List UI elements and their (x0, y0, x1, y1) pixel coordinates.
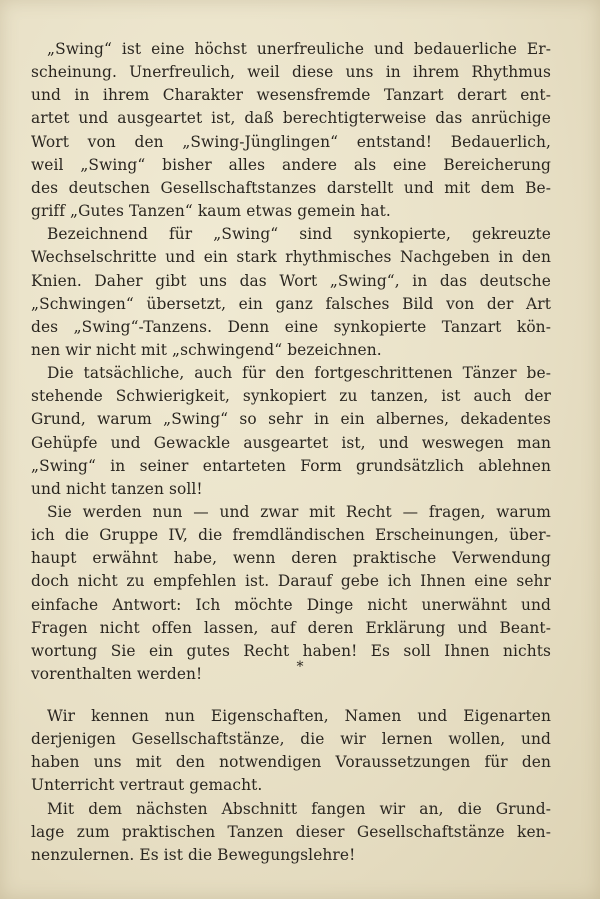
text-line: scheinung. Unerfreulich, weil diese uns in ihrem Rhythmus (31, 63, 551, 82)
text-line: nenzulernen. Es ist die Bewegungslehre! (31, 845, 356, 864)
text-line: Die tatsächliche, auch für den fortgeschrittenen Tänzer be- (47, 364, 551, 383)
text-line: Grund, warum „Swing“ so sehr in ein albernes, dekadentes (31, 410, 551, 429)
text-line: Mit dem nächsten Abschnitt fangen wir an, die Grund- (47, 799, 551, 818)
text-line: und in ihrem Charakter wesensfremde Tanzart derart ent- (31, 86, 551, 105)
text-line: artet und ausgeartet ist, daß berechtigterweise das anrüchige (31, 109, 551, 128)
text-line: vorenthalten werden! (31, 665, 203, 684)
text-line: haben uns mit den notwendigen Voraussetzungen für den (31, 753, 551, 772)
text-line: derjenigen Gesellschaftstänze, die wir lernen wollen, und (31, 730, 551, 749)
text-line: wortung Sie ein gutes Recht haben! Es soll Ihnen nichts (31, 641, 551, 660)
text-line: Sie werden nun — und zwar mit Recht — fragen, warum (47, 503, 551, 521)
section-separator: * (296, 659, 304, 675)
text-line: Wort von den „Swing-Jünglingen“ entstand! Bedauerlich, (31, 132, 551, 151)
text-line: Fragen nicht offen lassen, auf deren Erklärung und Beant- (31, 618, 551, 637)
text-line: und nicht tanzen soll! (31, 479, 203, 498)
text-line: griff „Gutes Tanzen“ kaum etwas gemein hat. (31, 202, 391, 221)
text-line: Unterricht vertraut gemacht. (31, 776, 263, 795)
text-line: „Swing“ in seiner entarteten Form grundsätzlich ablehnen (31, 456, 551, 475)
text-line: lage zum praktischen Tanzen dieser Gesellschaftstänze ken- (31, 822, 551, 841)
text-line: nen wir nicht mit „schwingend“ bezeichnen. (31, 340, 382, 359)
text-line: „Schwingen“ übersetzt, ein ganz falsches Bild von der Art (31, 294, 551, 313)
text-line: Wir kennen nun Eigenschaften, Namen und Eigenarten (47, 707, 551, 725)
text-line: weil „Swing“ bisher alles andere als eine Bereicherung (31, 155, 551, 174)
text-line: „Swing“ ist eine höchst unerfreuliche und bedauerliche Er- (47, 40, 551, 58)
text-line: des „Swing“-Tanzens. Denn eine synkopierte Tanzart kön- (31, 317, 551, 336)
text-line: haupt erwähnt habe, wenn deren praktische Verwendung (31, 549, 551, 568)
text-line: stehende Schwierigkeit, synkopiert zu tanzen, ist auch der (31, 387, 551, 406)
text-line: einfache Antwort: Ich möchte Dinge nicht unerwähnt und (31, 595, 551, 614)
text-line: Wechselschritte und ein stark rhythmisches Nachgeben in den (31, 248, 551, 267)
text-line: Bezeichnend für „Swing“ sind synkopierte, gekreuzte (47, 225, 551, 244)
text-line: des deutschen Gesellschaftstanzes darstellt und mit dem Be- (31, 178, 551, 197)
text-line: doch nicht zu empfehlen ist. Darauf gebe ich Ihnen eine sehr (31, 572, 551, 591)
text-line: Knien. Daher gibt uns das Wort „Swing“, in das deutsche (31, 271, 551, 290)
text-line: Gehüpfe und Gewackle ausgeartet ist, und weswegen man (31, 433, 551, 452)
text-line: ich die Gruppe IV, die fremdländischen Erscheinungen, über- (31, 526, 551, 545)
